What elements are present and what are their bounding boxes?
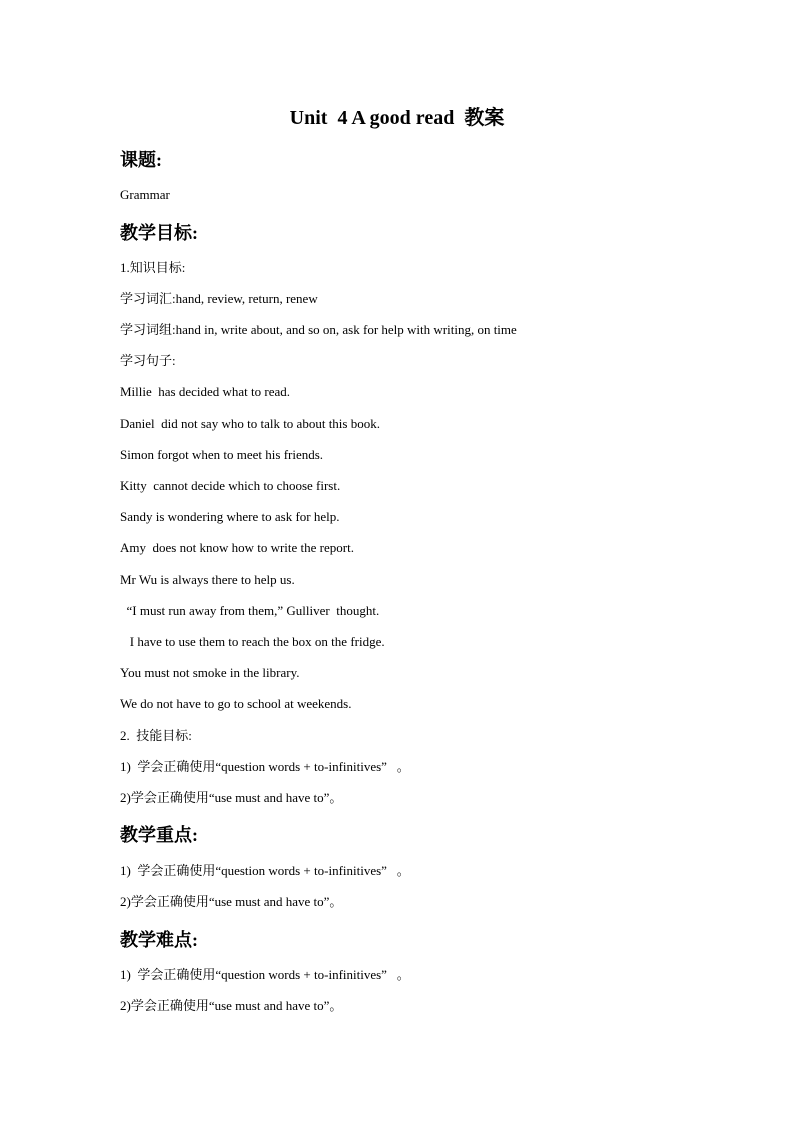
difficulty-item: 1) 学会正确使用“question words + to-infinitives” 。 (120, 967, 410, 982)
sentence-line: Sandy is wondering where to ask for help. (120, 509, 340, 524)
topic-heading: 课题: (120, 150, 162, 170)
vocabulary-line: 学习词汇:hand, review, return, renew (120, 291, 318, 306)
sentence-line: Millie has decided what to read. (120, 384, 291, 399)
sentence-line: Simon forgot when to meet his friends. (120, 447, 324, 462)
difficulties-heading: 教学难点: (120, 930, 198, 950)
topic-value: Grammar (120, 187, 170, 202)
document-title: Unit 4 A good read 教案 (289, 107, 505, 129)
sentence-line: I have to use them to reach the box on the fridge. (120, 634, 385, 649)
sentence-line: Mr Wu is always there to help us. (120, 572, 295, 587)
sentence-line: Daniel did not say who to talk to about this book. (120, 416, 380, 431)
sentence-line: You must not smoke in the library. (120, 665, 300, 680)
phrases-line: 学习词组:hand in, write about, and so on, ask for help with writing, on time (120, 322, 517, 337)
skill-item: 2)学会正确使用“use must and have to”。 (120, 790, 343, 805)
sentence-line: We do not have to go to school at weekends. (120, 696, 352, 711)
sentence-line: Kitty cannot decide which to choose first. (120, 478, 341, 493)
sentence-line: “I must run away from them,” Gulliver thought. (120, 603, 380, 618)
key-point-item: 1) 学会正确使用“question words + to-infinitives” 。 (120, 863, 410, 878)
sentence-line: Amy does not know how to write the report. (120, 540, 354, 555)
skill-item: 1) 学会正确使用“question words + to-infinitives” 。 (120, 759, 410, 774)
key-point-item: 2)学会正确使用“use must and have to”。 (120, 894, 343, 909)
key-points-heading: 教学重点: (120, 825, 198, 845)
knowledge-goal: 1.知识目标: (120, 260, 186, 275)
objectives-heading: 教学目标: (120, 223, 198, 243)
difficulty-item: 2)学会正确使用“use must and have to”。 (120, 998, 343, 1013)
sentences-label: 学习句子: (120, 353, 176, 368)
skill-goal: 2. 技能目标: (120, 728, 192, 743)
